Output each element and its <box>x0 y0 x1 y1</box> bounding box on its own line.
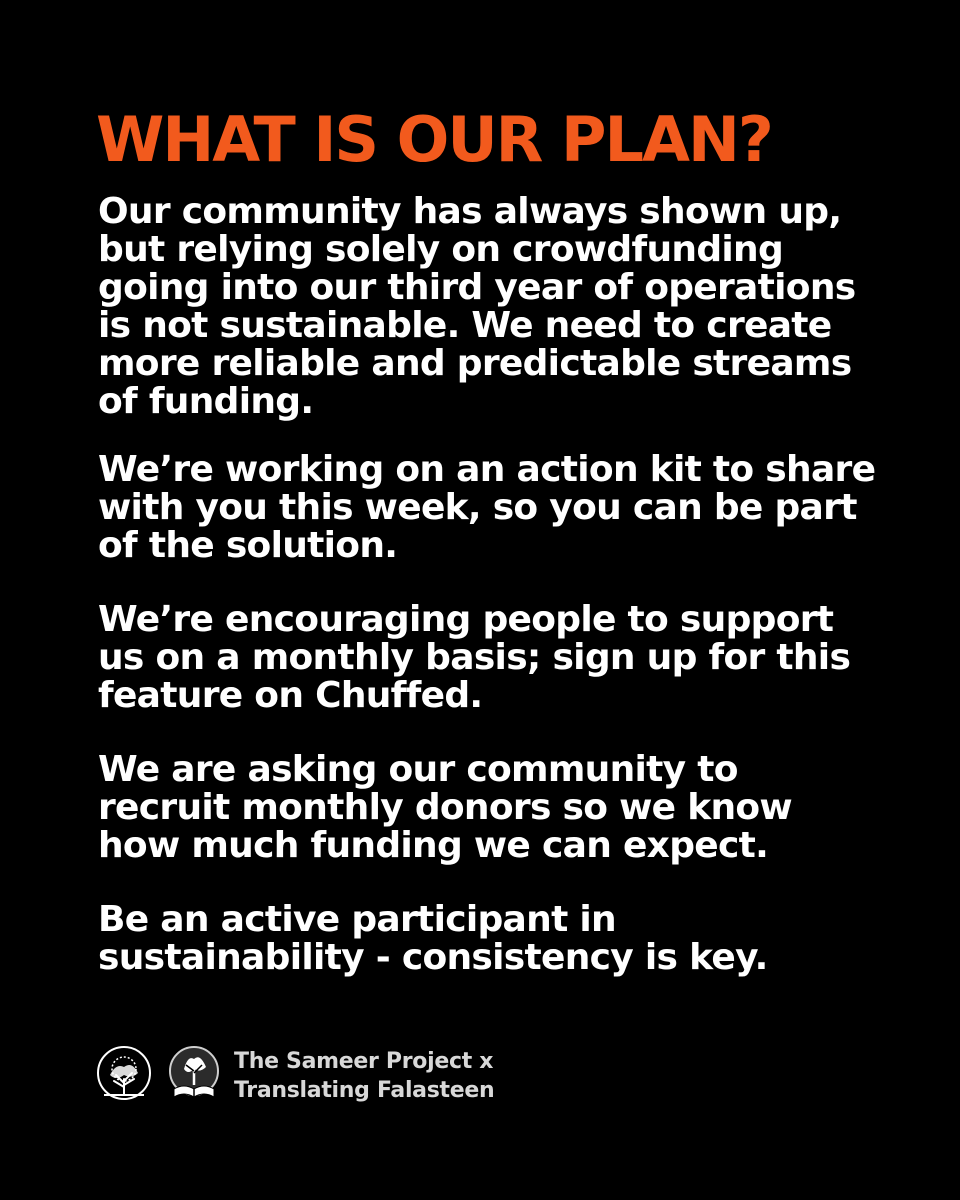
paragraph-action-kit <box>98 451 878 565</box>
paragraph-monthly-support <box>98 601 878 715</box>
paragraph-line: going into our third year of operations <box>98 267 856 308</box>
paragraph-line: but relying solely on crowdfunding <box>98 229 784 270</box>
paragraph-line: feature on Chuffed. <box>98 675 483 716</box>
tree-book-icon <box>166 1045 222 1101</box>
paragraph-sustainability <box>98 901 878 977</box>
paragraph-line: more reliable and predictable streams <box>98 343 852 384</box>
paragraph-line: We are asking our community to <box>98 749 738 790</box>
paragraph-line: We’re encouraging people to support <box>98 599 834 640</box>
paragraph-line: us on a monthly basis; sign up for this <box>98 637 851 678</box>
footer <box>96 1045 696 1105</box>
paragraph-line: of funding. <box>98 381 314 422</box>
credit-text <box>234 1047 494 1105</box>
page-title: WHAT IS OUR PLAN? <box>96 103 772 176</box>
credit-line: The Sameer Project x <box>234 1049 494 1074</box>
tree-sun-icon <box>96 1045 152 1101</box>
paragraph-line: how much funding we can expect. <box>98 825 769 866</box>
paragraph-recruit-donors <box>98 751 878 865</box>
paragraph-crowdfunding <box>98 193 878 421</box>
paragraph-line: of the solution. <box>98 525 398 566</box>
paragraph-line: recruit monthly donors so we know <box>98 787 792 828</box>
paragraph-line: sustainability - consistency is key. <box>98 937 768 978</box>
paragraph-line: is not sustainable. We need to create <box>98 305 832 346</box>
paragraph-line: with you this week, so you can be part <box>98 487 857 528</box>
paragraph-line: Be an active participant in <box>98 899 616 940</box>
paragraph-line: Our community has always shown up, <box>98 191 842 232</box>
credit-line: Translating Falasteen <box>234 1078 495 1103</box>
paragraph-line: We’re working on an action kit to share <box>98 449 876 490</box>
